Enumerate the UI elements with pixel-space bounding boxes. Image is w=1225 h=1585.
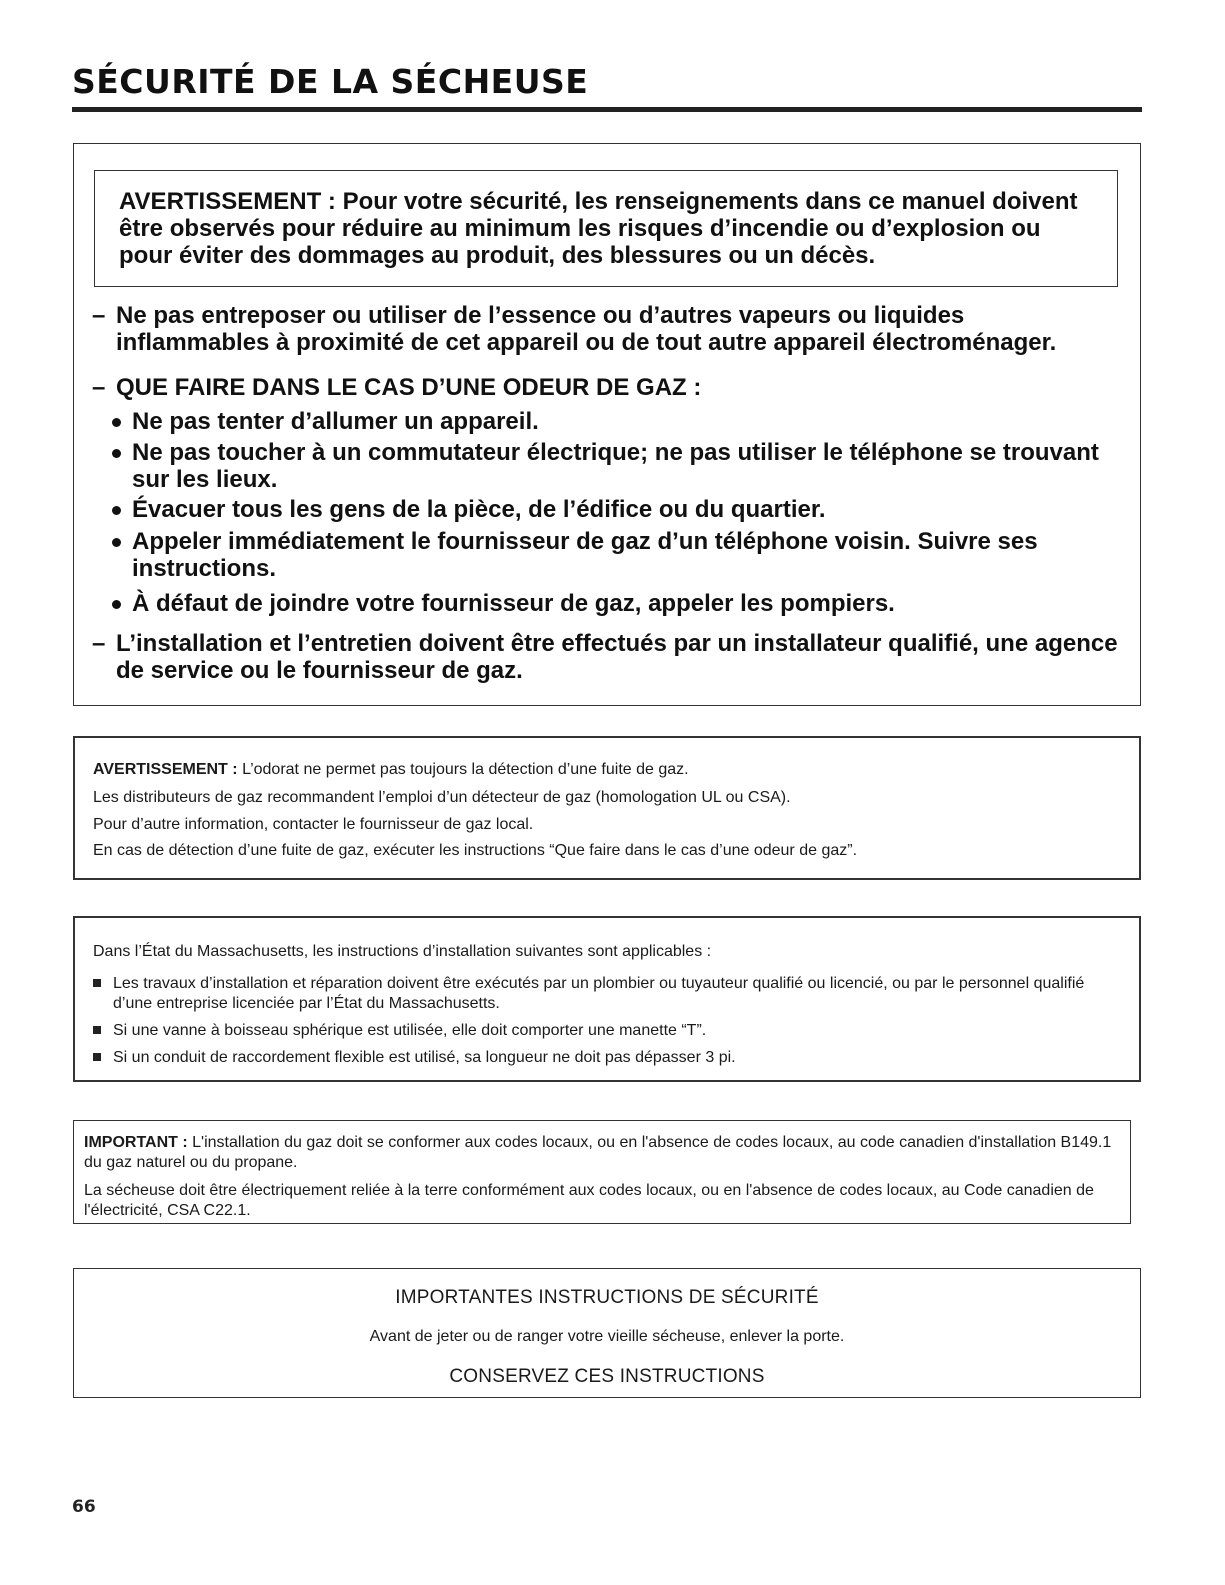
title-rule <box>72 107 1142 112</box>
dash-mark: – <box>92 374 106 401</box>
dash-item-text: QUE FAIRE DANS LE CAS D’UNE ODEUR DE GAZ : <box>116 374 702 401</box>
gas-detection-text: L’odorat ne permet pas toujours la détection d’une fuite de gaz. <box>242 761 689 778</box>
bullet-text: À défaut de joindre votre fournisseur de gaz, appeler les pompiers. <box>132 590 895 617</box>
bullet-dot-icon <box>112 449 121 458</box>
important-paragraph <box>84 1133 1114 1173</box>
gas-odor-bullet <box>112 590 1112 617</box>
gas-odor-bullet <box>112 496 1112 523</box>
safety-heading: IMPORTANTES INSTRUCTIONS DE SÉCURITÉ <box>395 1287 819 1308</box>
page-number: 66 <box>72 1497 96 1517</box>
bullet-dot-icon <box>112 600 121 609</box>
bullet-dot-icon <box>112 538 121 547</box>
main-warning-text: AVERTISSEMENT : Pour votre sécurité, les renseignements dans ce manuel doivent être observés pour réduire au minimum les risques d’incendie ou d’explosion ou pour éviter des dommages au produit, des blessures ou un décès. <box>119 188 1078 269</box>
main-warning-inner-box <box>94 170 1118 287</box>
massachusetts-item <box>93 1021 1123 1041</box>
safety-footer: CONSERVEZ CES INSTRUCTIONS <box>449 1366 765 1387</box>
important-paragraph: La sécheuse doit être électriquement reliée à la terre conformément aux codes locaux, ou en l'absence de codes locaux, au Code canadien de l'électricité, CSA C22.1. <box>84 1182 1094 1219</box>
bullet-text: Ne pas tenter d’allumer un appareil. <box>132 408 539 435</box>
massachusetts-item <box>93 1048 1123 1068</box>
square-bullet-icon <box>93 1026 101 1034</box>
dash-item-flammables <box>92 302 1122 356</box>
dash-mark: – <box>92 630 106 657</box>
gas-odor-bullet <box>112 528 1112 582</box>
warning-label: AVERTISSEMENT : <box>93 761 238 778</box>
square-bullet-icon <box>93 979 101 987</box>
gas-detection-line: Pour d’autre information, contacter le fournisseur de gaz local. <box>93 816 534 833</box>
gas-detection-line <box>93 760 1123 780</box>
page-title: SÉCURITÉ DE LA SÉCHEUSE <box>72 62 589 101</box>
massachusetts-item-text: Si une vanne à boisseau sphérique est utilisée, elle doit comporter une manette “T”. <box>113 1022 707 1039</box>
dash-item-gas-odor-heading <box>92 374 1122 401</box>
bullet-text: Appeler immédiatement le fournisseur de gaz d’un téléphone voisin. Suivre ses instructions. <box>132 528 1038 582</box>
safety-text: Avant de jeter ou de ranger votre vieille sécheuse, enlever la porte. <box>369 1328 845 1345</box>
dash-item-text: L’installation et l’entretien doivent être effectués par un installateur qualifié, une agence de service ou le fournisseur de gaz. <box>116 630 1118 684</box>
massachusetts-item-text: Les travaux d’installation et réparation doivent être exécutés par un plombier ou tuyauteur qualifié ou licencié, ou par le personnel qualifié d’une entreprise licenciée par l’État du Massachusetts. <box>113 975 1085 1012</box>
bullet-text: Évacuer tous les gens de la pièce, de l’édifice ou du quartier. <box>132 496 826 523</box>
dash-item-installation <box>92 630 1122 684</box>
massachusetts-item-text: Si un conduit de raccordement flexible est utilisé, sa longueur ne doit pas dépasser 3 pi. <box>113 1049 736 1066</box>
gas-detection-line: En cas de détection d’une fuite de gaz, exécuter les instructions “Que faire dans le cas d’une odeur de gaz”. <box>93 842 858 859</box>
dash-item-text: Ne pas entreposer ou utiliser de l’essence ou d’autres vapeurs ou liquides inflammables à proximité de cet appareil ou de tout autre appareil électroménager. <box>116 302 1057 356</box>
gas-odor-bullet <box>112 439 1112 493</box>
important-label: IMPORTANT : <box>84 1134 188 1151</box>
bullet-dot-icon <box>112 506 121 515</box>
massachusetts-box <box>73 916 1141 1082</box>
massachusetts-item <box>93 974 1123 1014</box>
square-bullet-icon <box>93 1053 101 1061</box>
bullet-text: Ne pas toucher à un commutateur électrique; ne pas utiliser le téléphone se trouvant sur les lieux. <box>132 439 1099 493</box>
gas-detection-box <box>73 736 1141 880</box>
important-box <box>73 1120 1131 1224</box>
safety-instructions-box <box>73 1268 1141 1398</box>
gas-odor-bullet <box>112 408 1112 435</box>
important-text: L'installation du gaz doit se conformer aux codes locaux, ou en l'absence de codes locaux, au code canadien d'installation B149.1 du gaz naturel ou du propane. <box>84 1134 1112 1171</box>
gas-detection-line: Les distributeurs de gaz recommandent l’emploi d’un détecteur de gaz (homologation UL ou CSA). <box>93 789 791 806</box>
dash-mark: – <box>92 302 106 329</box>
bullet-dot-icon <box>112 418 121 427</box>
massachusetts-intro: Dans l’État du Massachusetts, les instructions d’installation suivantes sont applicables : <box>93 943 712 960</box>
